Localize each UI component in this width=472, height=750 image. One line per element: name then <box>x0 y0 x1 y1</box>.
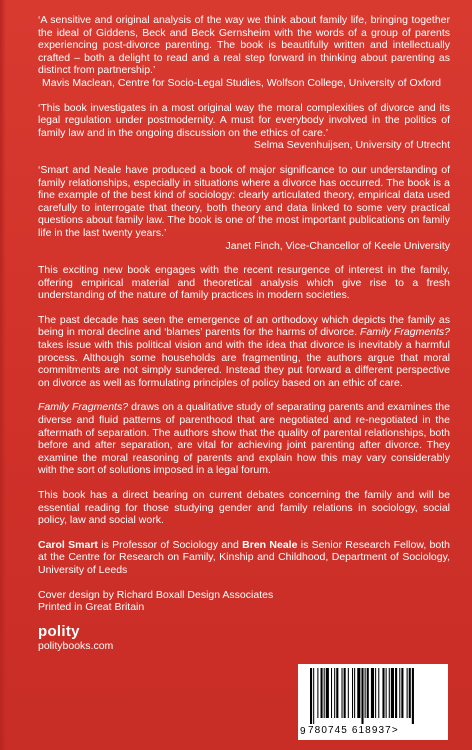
barcode-bar <box>348 668 349 718</box>
barcode-bars <box>308 668 442 724</box>
quote-text: ‘Smart and Neale have produced a book of major significance to our understanding of family relationships, especially in situations where a divorce has occurred. The book is a fine example of the best kind of sociology: clearly articulated theory, empirical data used carefully to interrogate that theory, both theory and data linked to some very practical questions about family law. The book is one of the most important publications on family life in the last twenty years.’ <box>38 163 450 239</box>
publisher-url[interactable]: politybooks.com <box>38 639 114 652</box>
barcode-bar <box>354 668 355 718</box>
barcode-bar <box>310 668 312 724</box>
barcode-bar <box>371 668 374 718</box>
printed-in: Printed in Great Britain <box>38 601 145 614</box>
isbn-barcode <box>298 664 448 740</box>
polity-logo: polity <box>38 622 80 640</box>
barcode-bar <box>399 668 400 718</box>
barcode-bar <box>395 668 397 718</box>
review-quote-1 <box>38 14 450 90</box>
publisher-block <box>38 624 450 653</box>
barcode-bar <box>378 668 379 718</box>
barcode-bar <box>409 668 411 718</box>
barcode-bar <box>375 668 376 718</box>
book-title: Family Fragments? <box>360 326 451 339</box>
barcode-bar <box>331 668 332 718</box>
barcode-bar <box>357 668 360 718</box>
credits <box>38 589 450 614</box>
barcode-bar <box>321 668 323 718</box>
barcode-digits: 780745 618937 <box>308 725 392 736</box>
barcode-first-digit: 9 <box>300 726 306 737</box>
barcode-bar <box>386 668 387 718</box>
barcode-marker: > <box>391 725 399 736</box>
barcode-bar <box>389 668 390 718</box>
barcode-bar <box>317 668 318 718</box>
barcode-bar <box>336 668 338 718</box>
barcode-bar <box>365 668 366 718</box>
barcode-bar <box>412 668 414 724</box>
author-bio <box>38 539 450 577</box>
quote-text: ‘This book investigates in a most original way the moral complexities of divorce and its legal regulation under postmodernity. A must for everybody involved in the politics of family law and in the ongoing discussion on the ethics of care.’ <box>38 101 450 139</box>
cover-design-credit: Cover design by Richard Boxall Design Associates <box>38 588 274 601</box>
barcode-number <box>308 725 442 736</box>
barcode-bar <box>344 668 346 718</box>
description-paragraph-1: This exciting new book engages with the recent resurgence of interest in the family, offering empirical material and theoretical analysis which give rise to a fresh understanding of the nature of family practices in modern societies. <box>38 264 450 302</box>
barcode-bar <box>334 668 335 718</box>
text-run: The past decade has seen the emergence of an orthodoxy which depicts the family as being in moral decline and ‘blames’ parents for the harms of divorce. <box>38 313 450 339</box>
barcode-bar <box>391 668 394 718</box>
book-title: Family Fragments? <box>38 401 129 414</box>
barcode-bar <box>401 668 403 718</box>
barcode-bar <box>342 668 343 718</box>
barcode-bar <box>352 668 353 718</box>
text-run: takes issue with this political vision and with the idea that divorce is inevitably a harmful process. Although some households are fragmenting, the authors argue that moral commitments are not simply sundered. Instead they put forward a different perspective on divorce as well as formulating principles of policy based on an ethic of care. <box>38 339 450 389</box>
barcode-bar <box>313 668 314 724</box>
description-paragraph-3 <box>38 401 450 477</box>
barcode-bar <box>382 668 384 718</box>
quote-attribution: Selma Sevenhuijsen, University of Utrecht <box>253 139 450 152</box>
quote-text: ‘A sensitive and original analysis of the way we think about family life, bringing together the ideal of Giddens, Beck and Beck Gernsheim with the words of a group of parents experiencing post-divorce parenting. The book is beautifully written and intellectually crafted – both a delight to read and a real step forward in thinking about parenting as distinct from partnership.’ <box>38 14 450 77</box>
description-paragraph-2 <box>38 314 450 390</box>
barcode-bar <box>367 668 369 718</box>
text-run: is Senior Research Fellow, both at the Centre for Research on Family, Kinship and Childhood, Department of Sociology, University of Leeds <box>38 538 450 576</box>
text-run: draws on a qualitative study of separating parents and examines the diverse and fluid patterns of parenthood that are negotiated and re-negotiated in the aftermath of separation. The authors show that the quality of parental relationships, both before and after separation, are vital for achieving joint parenting after divorce. They examine the moral reasoning of parents and explain how this may vary considerably with the sort of solutions imposed in a legal forum. <box>38 401 450 477</box>
barcode-bar <box>407 668 408 718</box>
quote-attribution: Janet Finch, Vice-Chancellor of Keele University <box>225 239 450 252</box>
quote-attribution: Mavis Maclean, Centre for Socio-Legal Studies, Wolfson College, University of Oxford <box>42 76 441 89</box>
barcode-bar <box>324 668 325 718</box>
barcode-bar <box>361 668 363 724</box>
review-quote-2 <box>38 102 450 152</box>
description-paragraph-4: This book has a direct bearing on current debates concerning the family and will be essential reading for those studying gender and family relations in sociology, social policy, law and social work. <box>38 489 450 527</box>
review-quote-3 <box>38 164 450 252</box>
author-name: Carol Smart <box>38 538 98 551</box>
text-run: is Professor of Sociology and <box>97 538 243 551</box>
barcode-bar <box>326 668 329 718</box>
author-name: Bren Neale <box>242 538 298 551</box>
